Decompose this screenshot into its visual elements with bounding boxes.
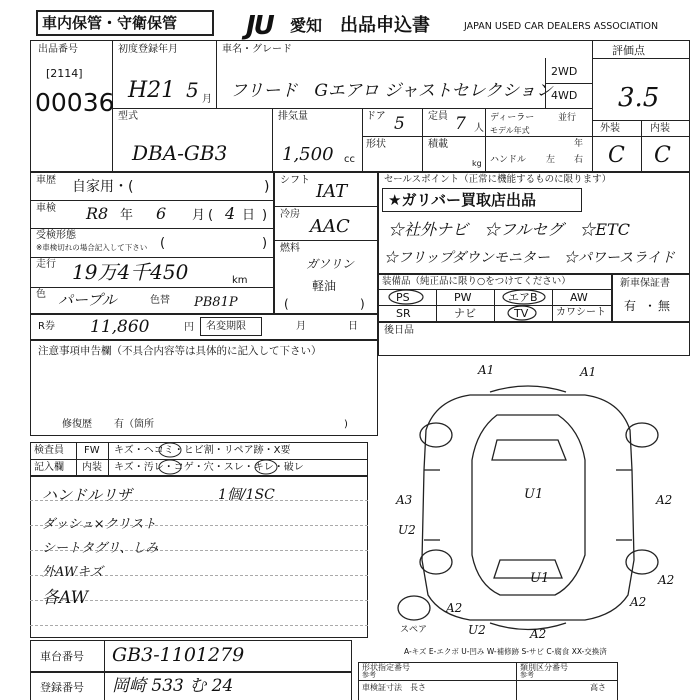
rating-label: 評価点 [612, 44, 645, 57]
notes-label: 注意事項申告欄（不具合内容等は具体的に記入して下さい） [38, 345, 322, 357]
fuel-open: ( [284, 297, 289, 311]
chassis-label: 車台番号 [40, 650, 84, 663]
fuel-close: ) [360, 297, 365, 311]
plate-value: 岡崎 533 む 24 [112, 676, 234, 696]
car-name-value: フリード Gエアロ ジャストセレクション [230, 81, 553, 101]
shift-label: シフト [280, 175, 310, 186]
reception-label: 受検形態 [36, 230, 76, 241]
dims-label: 車検証寸法 [362, 683, 402, 692]
color-code: PB81P [194, 295, 238, 310]
after-date-block [378, 322, 690, 356]
mark-a2-bl: A2 [446, 601, 463, 615]
equip-navi: ナビ [454, 307, 476, 320]
mileage-unit: km [232, 275, 248, 286]
history-label: 車歴 [36, 175, 56, 186]
fuel-label: 燃料 [280, 243, 300, 254]
cooling-value: AAC [310, 216, 350, 237]
storage-label: 車内保管・守衛保管 [42, 14, 178, 32]
inspection-close: ) [262, 208, 268, 223]
warranty-yes: 有 [624, 299, 637, 313]
repair-value: 有（箇所 [114, 419, 154, 430]
sales-label: セールスポイント（正常に機能するものに限ります） [384, 174, 612, 185]
recycle-day: 日 [348, 321, 358, 332]
equip-seat: カワシート [556, 307, 606, 318]
recycle-month: 月 [296, 321, 306, 332]
inspection-day-unit: 日 [242, 208, 256, 223]
after-date-label: 後日品 [384, 325, 414, 336]
mileage-value: 19万4千450 [72, 260, 189, 284]
mark-u1-lower: U1 [530, 571, 550, 586]
equip-aw: AW [570, 291, 588, 304]
model-year-label: モデル年式 [490, 126, 530, 135]
association-name: JAPAN USED CAR DEALERS ASSOCIATION [464, 21, 659, 32]
note-line-2: ダッシュ×クリスト [42, 517, 157, 532]
equipment-label: 装備品（純正品に限り○をつけてください） [382, 276, 571, 287]
displacement-label: 排気量 [278, 111, 308, 122]
model-label: 型式 [118, 111, 138, 122]
spare-label: スペア [400, 625, 428, 635]
inspector-row1: キズ・ヘコミ・ヒビ割・リペア跡・X要 [114, 445, 291, 456]
plate-label: 登録番号 [40, 681, 84, 694]
rating-exterior-label: 外装 [600, 123, 620, 134]
sales-headline: ★ガリバー買取店出品 [388, 191, 536, 209]
sales-line1: ☆社外ナビ ☆フルセグ ☆ETC [388, 220, 630, 239]
rating-interior: C [654, 143, 671, 168]
entry-bracket-code: [2114] [46, 67, 83, 80]
fuel-value: ガソリン [306, 257, 355, 271]
mark-a1-right: A1 [580, 365, 597, 379]
note-line-4: 外AWキズ [42, 565, 103, 580]
equip-sr: SR [396, 307, 411, 320]
capacity-value: 7 [455, 114, 466, 134]
repair-close: ) [344, 419, 348, 430]
reception-open: ( [160, 236, 166, 251]
recycle-unit: 円 [184, 322, 194, 333]
doors-label: ドア [366, 111, 386, 122]
model-year-unit: 年 [574, 139, 584, 149]
dealer-label: ディーラー [490, 113, 535, 123]
mileage-label: 走行 [36, 259, 56, 270]
recycle-label: R券 [38, 321, 55, 332]
mark-a2-right: A2 [656, 493, 673, 507]
note-line-3: シートタグリ、しみ [42, 541, 159, 556]
registration-month-unit: 月 [202, 94, 212, 105]
inspector-label-1: 検査員 [34, 445, 64, 456]
color-change-label: 色替 [150, 295, 170, 306]
warranty-no: 無 [658, 299, 671, 313]
mark-a2-bottom: A2 [530, 627, 547, 641]
length-label: 長さ [410, 683, 426, 692]
height-label: 高さ [590, 683, 606, 692]
class-reference: 参考 [520, 671, 534, 679]
registration-month: 5 [186, 78, 199, 102]
model-value: DBA-GB3 [132, 141, 228, 165]
handle-right: 右 [574, 155, 584, 165]
inspection-day: 4 [225, 204, 236, 223]
recycle-value: 11,860 [90, 317, 150, 337]
load-label: 積載 [428, 139, 448, 150]
reception-close: ) [262, 236, 268, 251]
note-line-6: 1個/1SC [218, 487, 275, 503]
note-line-5: 各AW [42, 588, 89, 608]
entry-number: 00036 [35, 88, 115, 117]
form-title: 出品申込書 [340, 15, 430, 36]
damage-legend: A-キズ E-エクボ U-凹み W-補修跡 S-サビ C-腐食 XX-交換済 [404, 647, 607, 656]
equip-pw: PW [454, 291, 472, 304]
sales-line2: ☆フリップダウンモニター ☆パワースライド [384, 250, 675, 266]
rating-interior-label: 内装 [650, 123, 670, 134]
shape-label: 形状 [366, 139, 386, 150]
recycle-change-label: 名変期限 [206, 321, 246, 332]
repair-label: 修復歴 [62, 419, 92, 430]
form-frame [30, 40, 690, 172]
warranty-dot: ・ [644, 299, 657, 313]
note-line-1: ハンドルリザ [42, 486, 132, 504]
org-name: 愛知 [290, 16, 323, 35]
history-value: 自家用・( [72, 179, 134, 195]
mark-a2-extra: A2 [658, 573, 675, 587]
inspection-label: 車検 [36, 203, 56, 214]
capacity-unit: 人 [474, 123, 484, 134]
chassis-value: GB3-1101279 [112, 644, 245, 666]
inspection-month-num: 6 [156, 204, 167, 223]
inspector-row1-tag: FW [84, 445, 100, 456]
inspection-era: R8 [86, 204, 109, 223]
history-close: ) [264, 179, 270, 195]
doors-value: 5 [394, 114, 405, 134]
ju-logo: JU [246, 11, 273, 41]
shift-value: IAT [316, 181, 348, 202]
inspector-row2: キズ・汚レ・コゲ・穴・スレ・キレ・破レ [114, 462, 304, 473]
inspector-row2-tag: 内装 [82, 462, 102, 473]
drive-4wd: 4WD [551, 89, 578, 102]
registration-label: 初度登録年月 [118, 44, 178, 55]
inspector-label-2: 記入欄 [34, 462, 64, 473]
class-number-label: 類別区分番号 [520, 663, 568, 672]
equip-airbag: エアB [508, 291, 538, 304]
color-label: 色 [36, 289, 46, 300]
cooling-label: 冷房 [280, 209, 300, 220]
mark-u1-center: U1 [524, 487, 544, 502]
mark-a3: A3 [396, 493, 413, 507]
displacement-unit: cc [344, 154, 355, 165]
mark-u2-bottom: U2 [468, 623, 486, 637]
rating-score: 3.5 [618, 83, 660, 113]
fuel-diesel: 軽油 [312, 279, 337, 293]
mark-u2-left: U2 [398, 523, 416, 537]
inspection-month: 月 [192, 208, 206, 223]
load-unit: kg [472, 159, 482, 168]
inspection-open: ( [208, 208, 214, 223]
registration-era-year: H21 [128, 78, 176, 103]
equip-tv: TV [514, 307, 529, 320]
parallel-label: 並行 [558, 113, 577, 123]
drive-2wd: 2WD [551, 65, 578, 78]
rating-exterior: C [608, 143, 625, 168]
mark-a2-br: A2 [630, 595, 647, 609]
color-value: パープル [58, 291, 117, 309]
mark-a1-left: A1 [478, 363, 495, 377]
inspection-year: 年 [120, 208, 134, 223]
shape-reference: 参考 [362, 671, 376, 679]
handle-label: ハンドル [490, 155, 527, 165]
entry-number-label: 出品番号 [38, 44, 78, 55]
car-name-label: 車名・グレード [222, 44, 292, 55]
warranty-label: 新車保証書 [620, 278, 670, 289]
reception-note: ※車検切れの場合記入して下さい [36, 243, 148, 252]
equip-ps: PS [396, 291, 410, 304]
handle-left: 左 [546, 155, 556, 165]
shape-number-label: 形状指定番号 [362, 663, 410, 672]
displacement-value: 1,500 [282, 144, 334, 165]
capacity-label: 定員 [428, 111, 448, 122]
